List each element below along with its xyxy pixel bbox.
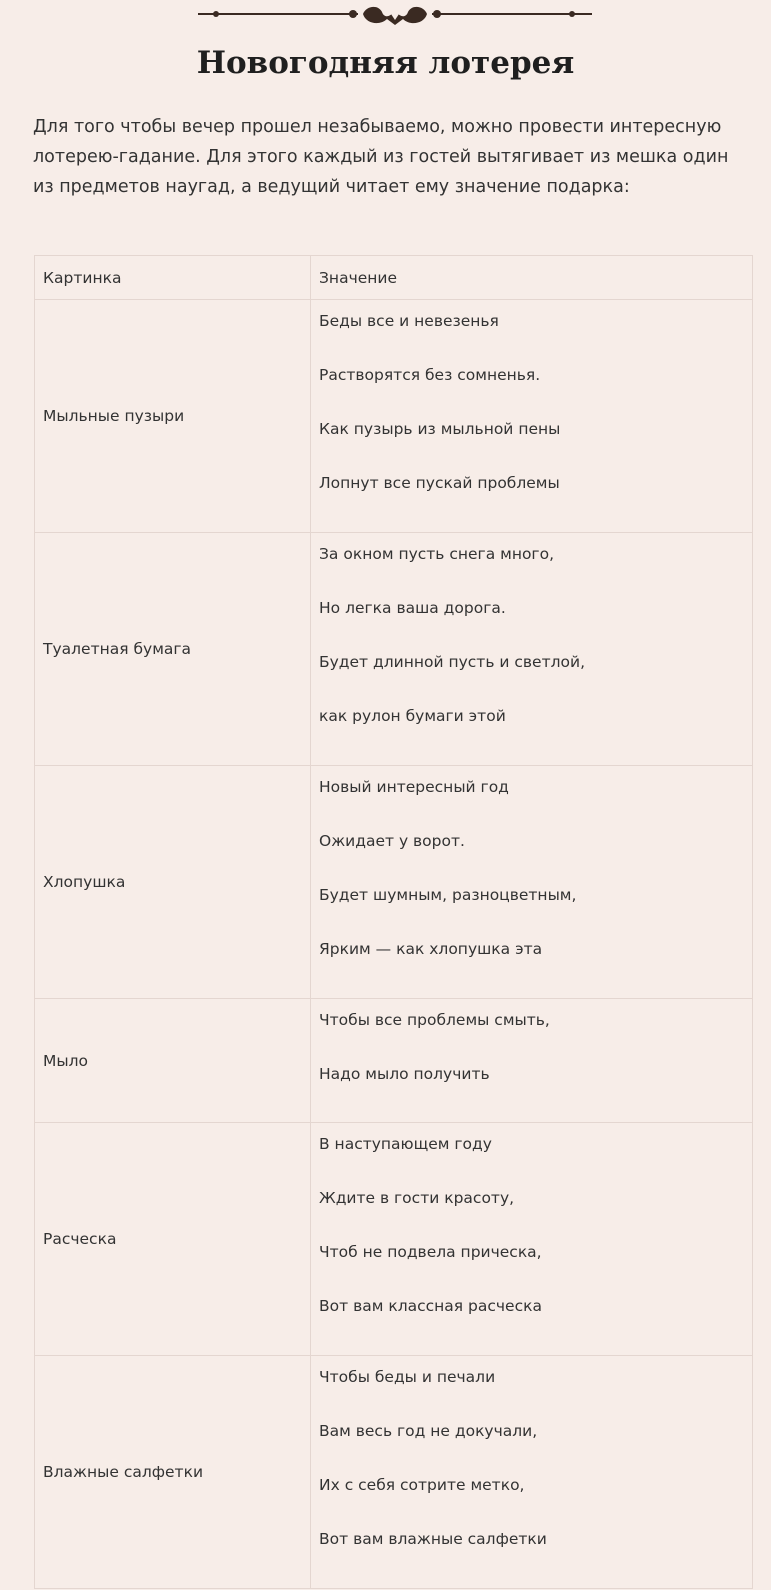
verse-line: Вам весь год не докучали,	[319, 1422, 538, 1440]
column-header-meaning: Значение	[311, 256, 753, 300]
verse-line: Вот вам влажные салфетки	[319, 1530, 547, 1548]
item-cell: Мыло	[35, 999, 311, 1123]
verse-line: Беды все и невезенья	[319, 312, 499, 330]
meaning-cell	[311, 1356, 753, 1589]
verse-line: Лопнут все пускай проблемы	[319, 474, 560, 492]
column-header-picture: Картинка	[35, 256, 311, 300]
verse-line: Их с себя сотрите метко,	[319, 1476, 525, 1494]
verse-line: Новый интересный год	[319, 778, 509, 796]
verse-line: Но легка ваша дорога.	[319, 599, 506, 617]
meaning-cell	[311, 1123, 753, 1356]
verse-line: Надо мыло получить	[319, 1065, 490, 1083]
verse-line: Вот вам классная расческа	[319, 1297, 542, 1315]
lottery-table	[34, 255, 753, 1589]
table-row	[35, 1123, 753, 1356]
item-cell: Туалетная бумага	[35, 533, 311, 766]
table-row	[35, 766, 753, 999]
item-cell: Расческа	[35, 1123, 311, 1356]
verse-line: Ожидает у ворот.	[319, 832, 465, 850]
verse-line: Растворятся без сомненья.	[319, 366, 541, 384]
verse-line: Ярким — как хлопушка эта	[319, 940, 543, 958]
item-cell: Мыльные пузыри	[35, 300, 311, 533]
verse-line: Ждите в гости красоту,	[319, 1189, 515, 1207]
verse-line: Чтоб не подвела прическа,	[319, 1243, 542, 1261]
table-row	[35, 1356, 753, 1589]
item-cell: Влажные салфетки	[35, 1356, 311, 1589]
table-row	[35, 999, 753, 1123]
table-row	[35, 533, 753, 766]
meaning-cell	[311, 766, 753, 999]
verse-line: Чтобы все проблемы смыть,	[319, 1011, 550, 1029]
table-header-row	[35, 256, 753, 300]
verse-line: В наступающем году	[319, 1135, 492, 1153]
intro-paragraph: Для того чтобы вечер прошел незабываемо, можно провести интересную лотерею-гадание. Для этого каждый из гостей вытягивает из мешка один из предметов наугад, а ведущий читает ему значение подарка:	[33, 117, 729, 197]
meaning-cell	[311, 999, 753, 1123]
decorative-divider-icon	[198, 4, 592, 28]
table-row	[35, 300, 753, 533]
verse-line: Будет шумным, разноцветным,	[319, 886, 577, 904]
verse-line: Как пузырь из мыльной пены	[319, 420, 561, 438]
item-cell: Хлопушка	[35, 766, 311, 999]
meaning-cell	[311, 533, 753, 766]
verse-line: Чтобы беды и печали	[319, 1368, 496, 1386]
verse-line: Будет длинной пусть и светлой,	[319, 653, 585, 671]
verse-line: За окном пусть снега много,	[319, 545, 554, 563]
page-title: Новогодняя лотерея	[196, 45, 575, 81]
verse-line: как рулон бумаги этой	[319, 707, 506, 725]
meaning-cell	[311, 300, 753, 533]
